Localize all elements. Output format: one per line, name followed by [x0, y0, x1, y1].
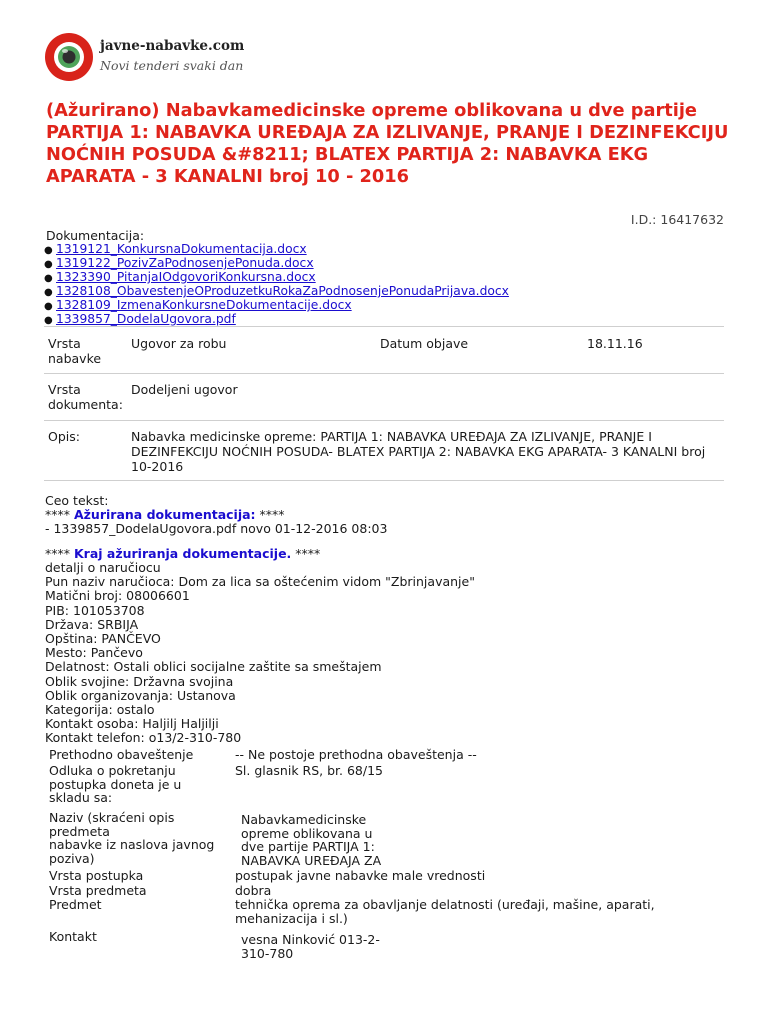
kontakt-label: Kontakt [49, 929, 97, 944]
bullet-icon: ● [44, 245, 53, 256]
bullet-icon: ● [44, 287, 53, 298]
list-item [44, 242, 509, 256]
site-name[interactable]: javne-nabavke.com [100, 38, 245, 54]
doc-link-poziv[interactable]: 1319122_PozivZaPodnosenjePonuda.docx [56, 256, 314, 270]
documentation-list [44, 242, 509, 326]
kontakt-value: vesna Ninković 013-2- 310-780 [241, 932, 380, 961]
list-item [44, 270, 509, 284]
naziv-value: Nabavkamedicinske opreme oblikovana u dve partije PARTIJA 1: NABAVKA UREĐAJA ZA [241, 812, 382, 868]
update-line: - 1339857_DodelaUgovora.pdf novo 01-12-2016 08:03 [45, 521, 388, 536]
naziv-label: Naziv (skraćeni opis predmeta nabavke iz naslova javnog poziva) [49, 810, 215, 866]
predmet-label: Predmet [49, 897, 102, 912]
doc-link-dodela[interactable]: 1339857_DodelaUgovora.pdf [56, 312, 236, 326]
vrsta-predmeta-value: dobra [235, 883, 272, 898]
page-title: (Ažurirano) Nabavkamedicinske opreme oblikovana u dve partije PARTIJA 1: NABAVKA UREĐAJA ZA IZLIVANJE, PRANJE I DEZINFEKCIJU NOĆNIH POSUDA &#8211; BLATEX PARTIJA 2: NABAVKA EKG APARATA - 3 KANALNI broj 10 - 2016 [46, 100, 729, 187]
vrsta-dokumenta-label: Vrsta dokumenta: [48, 382, 123, 412]
opis-label: Opis: [48, 429, 80, 444]
doc-link-konkursna[interactable]: 1319121_KonkursnaDokumentacija.docx [56, 242, 307, 256]
opis-value: Nabavka medicinske opreme: PARTIJA 1: NABAVKA UREĐAJA ZA IZLIVANJE, PRANJE I DEZINFEKCIJU NOĆNIH POSUDA- BLATEX PARTIJA 2: NABAVKA EKG APARATA- 3 KANALNI broj 10-2016 [131, 429, 706, 474]
buyer-details: detalji o naručiocu Pun naziv naručioca: Dom za lica sa oštećenim vidom "Zbrinjavanje" Matični broj: 08006601 PIB: 101053708 Država: SRBIJA Opština: PANČEVO Mesto: Pančevo Delatnost: Ostali oblici socijalne zaštite sa smeštajem Oblik svojine: Državna svojina Oblik organizovanja: Ustanova Kategorija: ostalo Kontakt osoba: Haljilj Haljilji Kontakt telefon: o13/2-310-780 [45, 560, 475, 746]
azurirana-heading: **** Ažurirana dokumentacija: **** [45, 507, 285, 522]
vrsta-postupka-value: postupak javne nabavke male vrednosti [235, 868, 486, 883]
bullet-icon: ● [44, 259, 53, 270]
bullet-icon: ● [44, 273, 53, 284]
tender-id: I.D.: 16417632 [630, 212, 724, 227]
site-tagline: Novi tenderi svaki dan [100, 58, 244, 73]
doc-link-obavestenje[interactable]: 1328108_ObavestenjeOProduzetkuRokaZaPodnosenjePonudaPrijava.docx [56, 284, 509, 298]
divider [44, 420, 724, 421]
ceo-tekst-label: Ceo tekst: [45, 493, 109, 508]
odluka-label: Odluka o pokretanju postupka doneta je u skladu sa: [49, 763, 182, 805]
vrsta-postupka-label: Vrsta postupka [49, 868, 144, 883]
bullet-icon: ● [44, 301, 53, 312]
doc-link-izmena[interactable]: 1328109_IzmenaKonkursneDokumentacije.docx [56, 298, 352, 312]
odluka-value: Sl. glasnik RS, br. 68/15 [235, 763, 384, 778]
vrsta-nabavke-label: Vrsta nabavke [48, 336, 102, 366]
prethodno-label: Prethodno obaveštenje [49, 747, 194, 762]
documentation-label: Dokumentacija: [46, 228, 145, 243]
vrsta-nabavke-value: Ugovor za robu [131, 336, 227, 351]
predmet-value: tehnička oprema za obavljanje delatnosti (uređaji, mašine, aparati, mehanizacija i sl.) [235, 897, 655, 926]
divider [44, 326, 724, 327]
list-item [44, 298, 509, 312]
vrsta-predmeta-label: Vrsta predmeta [49, 883, 147, 898]
kraj-heading: **** Kraj ažuriranja dokumentacije. **** [45, 546, 321, 561]
datum-objave-value: 18.11.16 [587, 336, 643, 351]
divider [44, 373, 724, 374]
list-item [44, 284, 509, 298]
doc-link-pitanja[interactable]: 1323390_PitanjaIOdgovoriKonkursna.docx [56, 270, 316, 284]
site-logo-icon[interactable] [44, 32, 94, 82]
list-item [44, 312, 509, 326]
vrsta-dokumenta-value: Dodeljeni ugovor [131, 382, 238, 397]
prethodno-value: -- Ne postoje prethodna obaveštenja -- [235, 747, 477, 762]
divider [44, 480, 724, 481]
list-item [44, 256, 509, 270]
bullet-icon: ● [44, 315, 53, 326]
datum-objave-label: Datum objave [380, 336, 469, 351]
